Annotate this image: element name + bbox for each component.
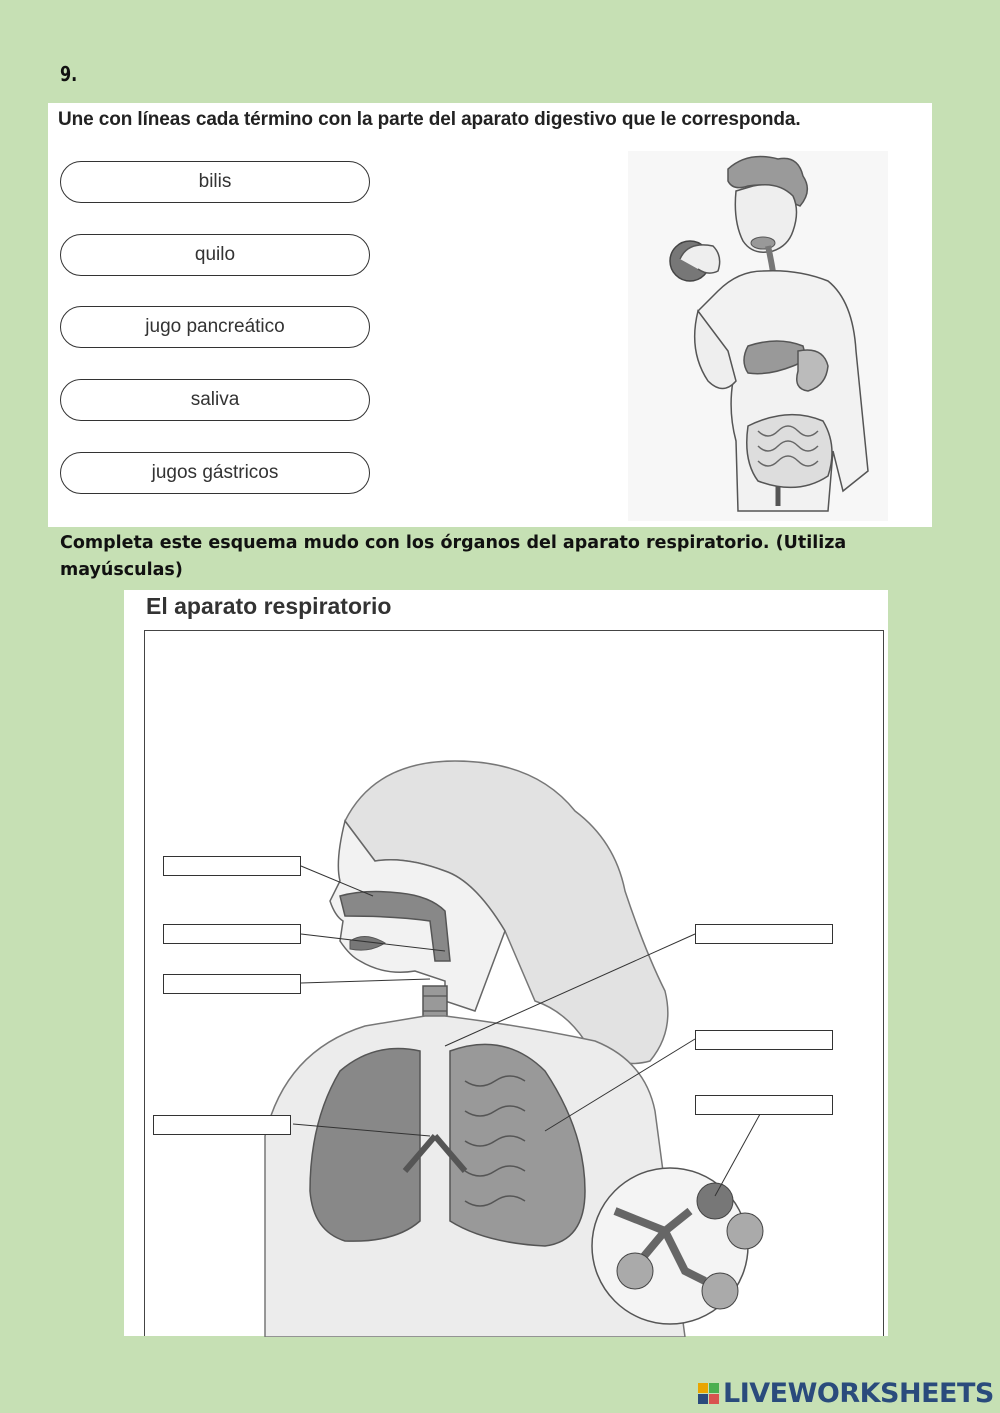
term-bilis[interactable]: bilis: [60, 161, 370, 203]
question-10-text: Completa este esquema mudo con los órganos del aparato respiratorio. (Utiliza mayúsculas): [60, 533, 847, 580]
term-saliva[interactable]: saliva: [60, 379, 370, 421]
answer-box-lung[interactable]: [695, 1030, 833, 1050]
liveworksheets-logo: [698, 1378, 994, 1409]
question-9-instruction: Une con líneas cada término con la parte del aparato digestivo que le corresponda.: [58, 109, 801, 130]
logo-icon: [698, 1383, 720, 1405]
question-9-panel: [48, 103, 932, 527]
answer-box-trachea[interactable]: [695, 924, 833, 944]
diagram-title: El aparato respiratorio: [146, 593, 392, 619]
digestive-system-illustration: [628, 151, 888, 521]
diagram-frame: [144, 630, 884, 1336]
answer-box-alveoli[interactable]: [695, 1095, 833, 1115]
question-10-panel: [124, 590, 888, 1336]
answer-box-bronchi[interactable]: [153, 1115, 291, 1135]
question-10-instruction: [60, 530, 940, 584]
term-jugos-gastricos[interactable]: jugos gástricos: [60, 452, 370, 494]
term-quilo[interactable]: quilo: [60, 234, 370, 276]
answer-box-mouth[interactable]: [163, 924, 301, 944]
answer-box-nasal-cavity[interactable]: [163, 856, 301, 876]
logo-text: LIVEWORKSHEETS: [723, 1378, 994, 1409]
question-9-number: 9.: [60, 62, 78, 86]
term-jugo-pancreatico[interactable]: jugo pancreático: [60, 306, 370, 348]
answer-box-larynx[interactable]: [163, 974, 301, 994]
